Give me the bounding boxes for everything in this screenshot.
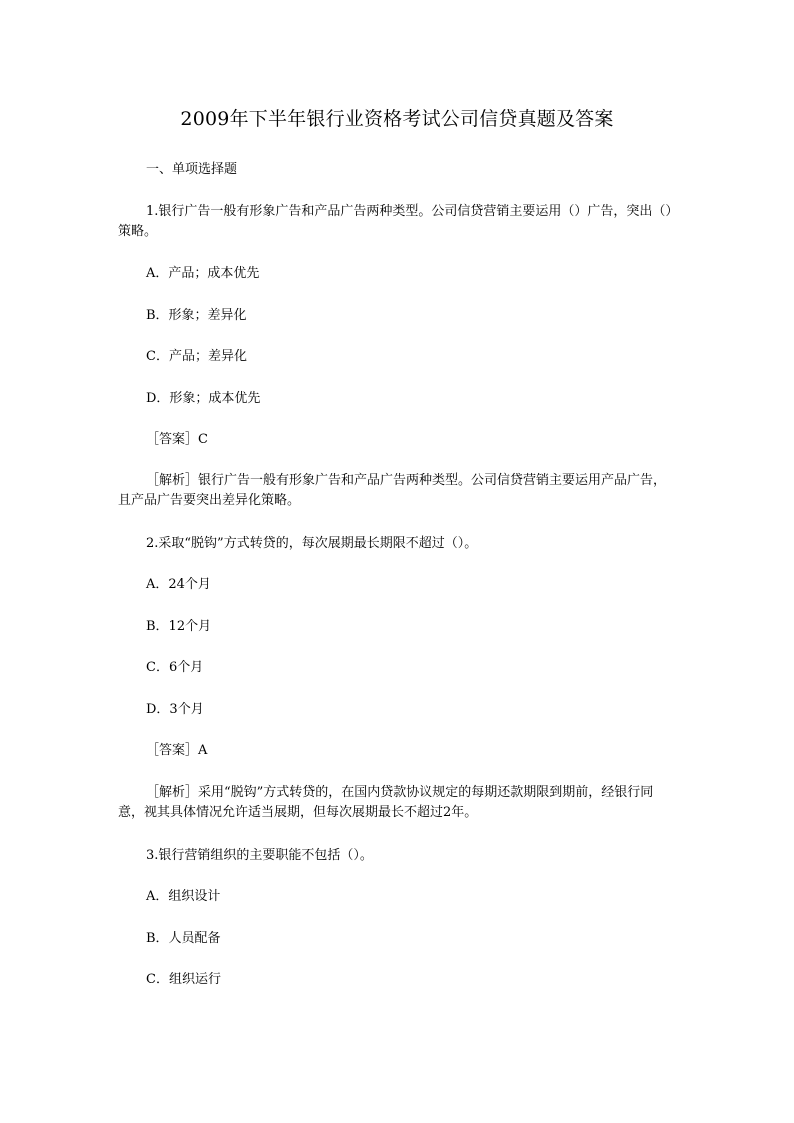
question-3-option-b: B．人员配备 [146, 931, 221, 946]
section-heading: 一、单项选择题 [146, 162, 238, 177]
question-1-option-a: A．产品；成本优先 [146, 266, 260, 281]
question-3-option-a: A．组织设计 [146, 889, 221, 904]
document-title: 2009年下半年银行业资格考试公司信贷真题及答案 [180, 108, 614, 130]
question-3-option-c: C．组织运行 [146, 972, 221, 987]
question-2-option-b: B．12个月 [146, 619, 212, 634]
question-1-analysis: ［解析］银行广告一般有形象广告和产品广告两种类型。公司信贷营销主要运用产品广告，且产品广告要突出差异化策略。 [118, 473, 667, 508]
question-2-answer: ［答案］A [146, 743, 208, 758]
question-1-answer: ［答案］C [146, 432, 208, 447]
question-2-option-d: D．3个月 [146, 702, 204, 717]
question-2-option-c: C．6个月 [146, 660, 204, 675]
question-1-stem: 1.银行广告一般有形象广告和产品广告两种类型。公司信贷营销主要运用（）广告，突出（）策略。 [118, 204, 672, 239]
question-2-option-a: A．24个月 [146, 577, 211, 592]
question-1-option-c: C．产品；差异化 [146, 349, 247, 364]
question-2-analysis: ［解析］采用“脱钩”方式转贷的，在国内贷款协议规定的每期还款期限到期前，经银行同意，视其具体情况允许适当展期，但每次展期最长不超过2年。 [118, 785, 654, 820]
question-1-option-b: B．形象；差异化 [146, 308, 247, 323]
question-1-option-d: D．形象；成本优先 [146, 391, 261, 406]
question-3-stem: 3.银行营销组织的主要职能不包括（）。 [146, 848, 373, 863]
question-2-stem: 2.采取“脱钩”方式转贷的，每次展期最长期限不超过（）。 [146, 536, 478, 551]
